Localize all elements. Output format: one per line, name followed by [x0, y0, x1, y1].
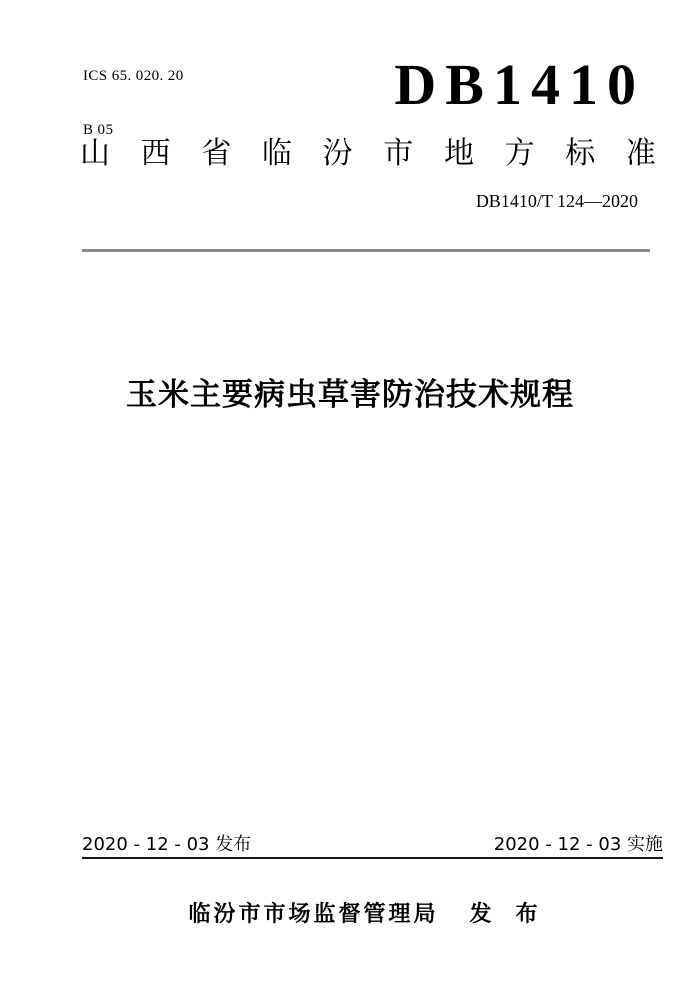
doc-number: DB1410/T 124—2020: [475, 191, 638, 211]
dates-row: [82, 835, 663, 856]
issuing-authority: 临汾市市场监督管理局: [188, 902, 439, 927]
publish-label: 发布: [469, 902, 562, 927]
class-code: B 05: [83, 122, 114, 138]
ics-code: ICS 65. 020. 20: [83, 68, 184, 84]
issue-date: 2020 - 12 - 03 发布: [82, 834, 252, 855]
standard-code: DB1410: [394, 52, 645, 117]
standard-name-banner: 山 西 省 临 汾 市 地 方 标 准: [80, 136, 656, 171]
implement-date: 2020 - 12 - 03 实施: [493, 834, 663, 855]
header-divider-rule: [82, 249, 650, 252]
publisher-row: [0, 903, 700, 927]
dates-divider-rule: [82, 857, 663, 859]
document-title: 玉米主要病虫草害防治技术规程: [126, 377, 574, 413]
